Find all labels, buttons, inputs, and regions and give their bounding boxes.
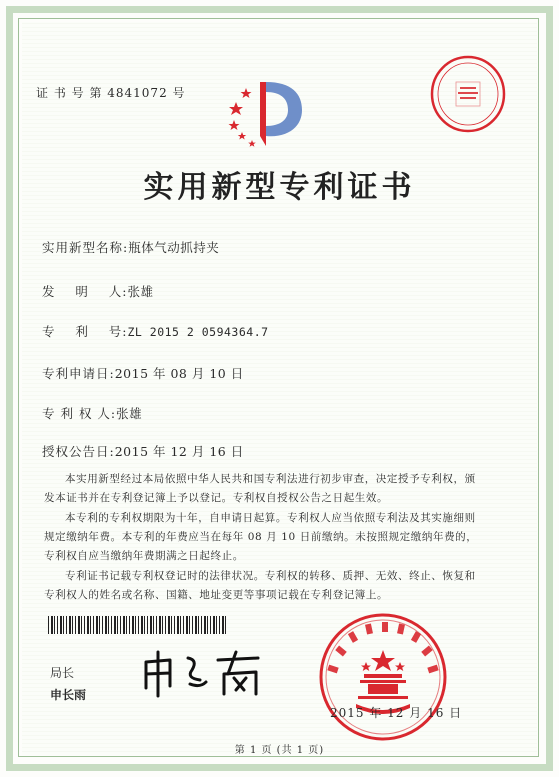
director-title: 局长 xyxy=(50,666,75,680)
field-application-date xyxy=(42,364,244,382)
barcode xyxy=(48,616,228,634)
field-label: 专 利 号: xyxy=(42,324,128,339)
field-patent-number xyxy=(42,322,269,340)
field-label: 发 明 人: xyxy=(42,284,128,299)
field-value: 瓶体气动抓持夹 xyxy=(128,240,220,255)
field-value: 2015 年 08 月 10 日 xyxy=(114,366,244,381)
director-name: 申长雨 xyxy=(50,688,87,702)
certificate-title: 实用新型专利证书 xyxy=(143,170,416,205)
director-signature-icon xyxy=(140,648,270,698)
field-label: 授权公告日: xyxy=(42,444,115,459)
field-value: 张雄 xyxy=(116,406,143,421)
paragraph-legal-status: 专利证书记载专利权登记时的法律状况。专利权的转移、质押、无效、终止、恢复和专利权人的姓名或名称、国籍、地址变更等事项记载在专利登记簿上。 xyxy=(44,570,476,601)
agency-stamp-icon xyxy=(428,54,508,134)
field-value: 2015 年 12 月 16 日 xyxy=(114,444,244,459)
sign-date: 2015 年 12 月 16 日 xyxy=(330,706,463,720)
field-grant-date xyxy=(42,442,244,460)
cnipa-logo-icon xyxy=(226,78,306,150)
paragraph-grant: 本实用新型经过本局依照中华人民共和国专利法进行初步审查，决定授予专利权，颁发本证书并在专利登记簿上予以登记。专利权自授权公告之日起生效。 xyxy=(44,473,476,504)
state-seal-icon xyxy=(318,612,448,742)
field-label: 实用新型名称: xyxy=(42,240,129,255)
certificate-number: 证 书 号 第 4841072 号 xyxy=(36,86,186,100)
field-value: ZL 2015 2 0594364.7 xyxy=(127,325,269,339)
field-inventor xyxy=(42,282,154,300)
paragraph-term: 本专利的专利权期限为十年，自申请日起算。专利权人应当依照专利法及其实施细则规定缴纳年费。本专利的年费应当在每年 08 月 10 日前缴纳。未按照规定缴纳年费的，专利权自应当缴纳年费期满之日起终止。 xyxy=(44,512,478,562)
page-footer: 第 1 页 (共 1 页) xyxy=(234,745,325,756)
field-label: 专 利 权 人: xyxy=(42,406,117,421)
field-value: 张雄 xyxy=(127,284,154,299)
field-patentee xyxy=(42,404,142,422)
field-label: 专利申请日: xyxy=(42,366,115,381)
field-utility-model-name xyxy=(42,238,219,256)
